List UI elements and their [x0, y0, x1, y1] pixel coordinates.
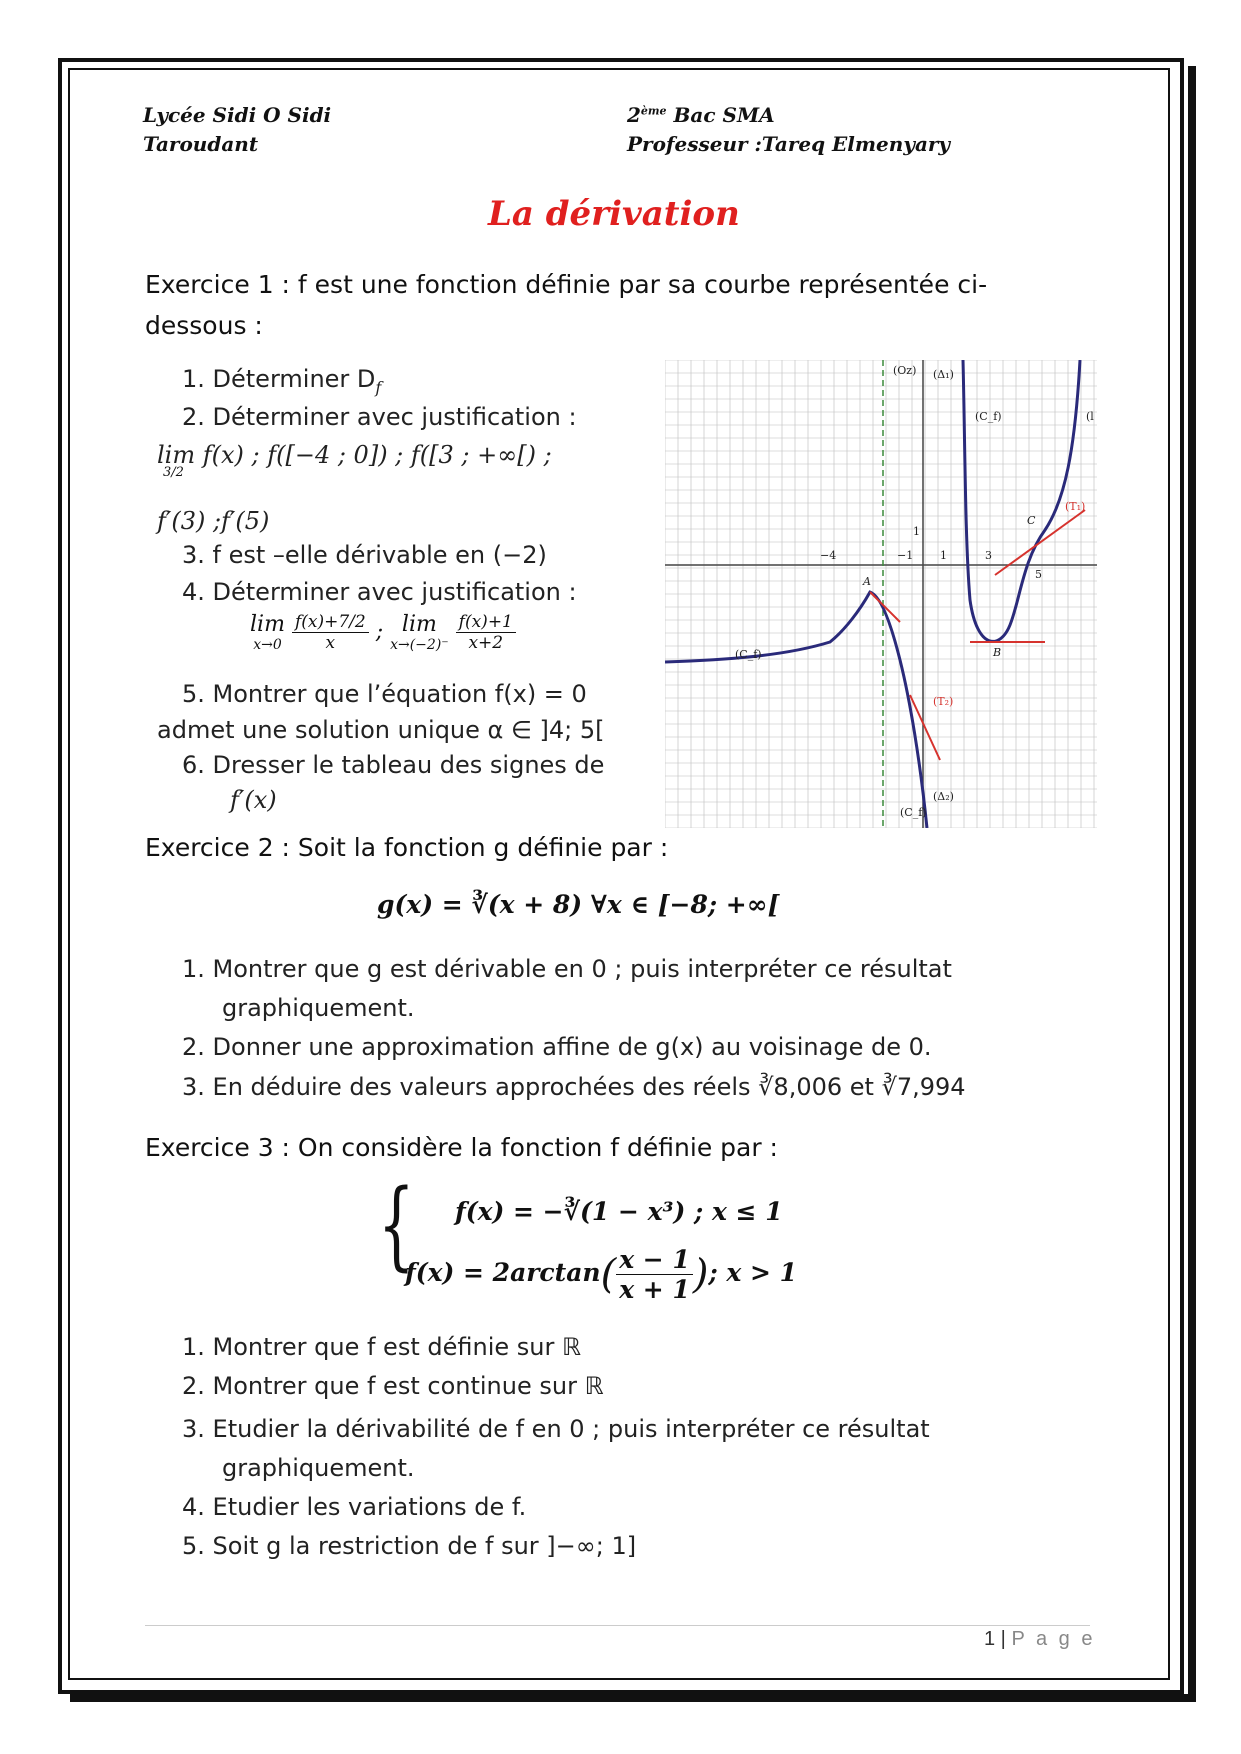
level-superscript: ème: [640, 104, 667, 118]
ex1-heading-line2: dessous :: [145, 311, 263, 340]
label-cf-top: (C_f): [975, 410, 1002, 423]
ex2-question-3: 3. En déduire des valeurs approchées des réels ∛8,006 et ∛7,994: [182, 1073, 966, 1101]
ex1-q4-frac2-den: x+2: [468, 633, 504, 653]
ex1-q4-limits: [250, 612, 516, 653]
tick-one-x: 1: [940, 549, 947, 562]
page-label: P a g e: [1011, 1628, 1096, 1650]
ex1-q4-frac1: [292, 612, 369, 653]
ex1-question-5-line1: 5. Montrer que l’équation f(x) = 0: [182, 680, 587, 708]
ex3-question-2: 2. Montrer que f est continue sur ℝ: [182, 1372, 604, 1400]
tick-three: 3: [985, 549, 992, 562]
ex3-question-3-line1: 3. Etudier la dérivabilité de f en 0 ; puis interpréter ce résultat: [182, 1415, 930, 1443]
label-delta1: (Δ₁): [933, 368, 954, 381]
label-point-c: C: [1027, 514, 1036, 527]
graph-grid: [665, 360, 1097, 828]
ex1-q4-separator: ;: [375, 619, 391, 645]
ex1-question-2: 2. Déterminer avec justification :: [182, 403, 577, 431]
ex1-q4-frac2: [456, 612, 516, 653]
ex1-question-5-line2: admet une solution unique α ∈ ]4; 5[: [157, 716, 605, 744]
ex2-formula: g(x) = ∛(x + 8) ∀x ∈ [−8; +∞[: [377, 890, 780, 919]
tick-five: 5: [1035, 568, 1042, 581]
level-number: 2: [627, 103, 641, 127]
curve-branch-right: [963, 360, 1080, 641]
ex2-question-1-line1: 1. Montrer que g est dérivable en 0 ; puis interpréter ce résultat: [182, 955, 952, 983]
page-number: [984, 1628, 1095, 1651]
ex1-q4-frac1-num: f(x)+7/2: [292, 612, 369, 633]
ex3-question-4: 4. Etudier les variations de f.: [182, 1493, 527, 1521]
school-name: Lycée Sidi O Sidi: [143, 103, 332, 127]
ex1-q2-limits: lim f(x) ; f([−4 ; 0]) ; f([3 ; +∞[) ;: [157, 441, 552, 469]
ex1-question-6-line1: 6. Dresser le tableau des signes de: [182, 751, 605, 779]
ex3-case2-frac: [616, 1245, 693, 1304]
ex3-case2-den: x + 1: [619, 1275, 690, 1304]
ex3-question-3-line2: graphiquement.: [222, 1454, 415, 1482]
label-point-a: A: [863, 575, 871, 588]
ex1-q4-lim1-word: lim: [250, 612, 285, 637]
ex1-question-1: [182, 365, 381, 397]
ex3-case-1: f(x) = −∛(1 − x³) ; x ≤ 1: [455, 1197, 783, 1226]
ex3-case2-right: ; x > 1: [708, 1258, 798, 1287]
ex1-q4-limit1: [250, 612, 285, 653]
ex2-question-2: 2. Donner une approximation affine de g(x) au voisinage de 0.: [182, 1033, 932, 1061]
tick-one-y: 1: [913, 525, 920, 538]
teacher-name: Professeur :Tareq Elmenyary: [627, 132, 951, 156]
ex1-question-4: 4. Déterminer avec justification :: [182, 578, 577, 606]
ex3-case-2: f(x) = 2arctan( $\frac{x - 1}{x + 1}$ ); x > 1: [405, 1245, 798, 1304]
ex3-case2-num: x − 1: [616, 1245, 693, 1275]
label-cf-bottom: (C_f): [900, 806, 927, 819]
label-point-b: B: [993, 646, 1002, 659]
footer-rule: [145, 1625, 1090, 1626]
ex3-question-1: 1. Montrer que f est définie sur ℝ: [182, 1333, 581, 1361]
ex1-question-6-line2: f′(x): [230, 786, 277, 814]
level-name: Bac SMA: [666, 103, 775, 127]
ex2-question-1-line2: graphiquement.: [222, 994, 415, 1022]
label-delta2: (Δ₂): [933, 790, 954, 803]
page-number-sep: |: [995, 1628, 1012, 1650]
tick-minus-4: −4: [820, 549, 837, 562]
ex3-brace: {: [378, 1169, 415, 1281]
ex1-q4-frac2-num: f(x)+1: [456, 612, 516, 633]
label-t2: (T₂): [933, 695, 954, 708]
school-city: Taroudant: [143, 132, 259, 156]
function-graph: [665, 360, 1097, 828]
page-title: La dérivation: [488, 194, 740, 234]
ex1-q1-text: 1. Déterminer D: [182, 365, 376, 393]
class-level: [627, 103, 775, 127]
ex3-case2-left: f(x) = 2arctan: [405, 1258, 601, 1287]
ex1-q2-lim-sub: 3/2: [163, 465, 184, 480]
label-right-cut: (l: [1086, 410, 1094, 423]
ex1-q1-sub: f: [375, 377, 382, 397]
ex3-question-5: 5. Soit g la restriction de f sur ]−∞; 1]: [182, 1532, 637, 1560]
ex1-q4-lim2-word: lim: [401, 612, 437, 637]
label-oy: (Oz): [893, 364, 917, 377]
tick-minus-1: −1: [897, 549, 914, 562]
ex2-heading: Exercice 2 : Soit la fonction g définie par :: [145, 833, 669, 862]
ex1-heading-line1: Exercice 1 : f est une fonction définie par sa courbe représentée ci-: [145, 270, 988, 299]
page-number-value: 1: [984, 1628, 996, 1650]
label-t1: (T₁): [1065, 500, 1086, 513]
ex1-question-3: 3. f est –elle dérivable en (−2): [182, 541, 547, 569]
ex1-q4-lim2-sub: x→(−2)⁻: [390, 637, 449, 653]
ex3-heading: Exercice 3 : On considère la fonction f définie par :: [145, 1133, 778, 1162]
ex1-q4-frac1-den: x: [325, 633, 336, 653]
ex1-q4-limit2: [390, 612, 449, 653]
ex1-q4-lim1-sub: x→0: [253, 637, 282, 653]
ex1-q2-derivatives: f′(3) ;f′(5): [157, 507, 270, 535]
label-cf-left: (C_f): [735, 648, 762, 661]
